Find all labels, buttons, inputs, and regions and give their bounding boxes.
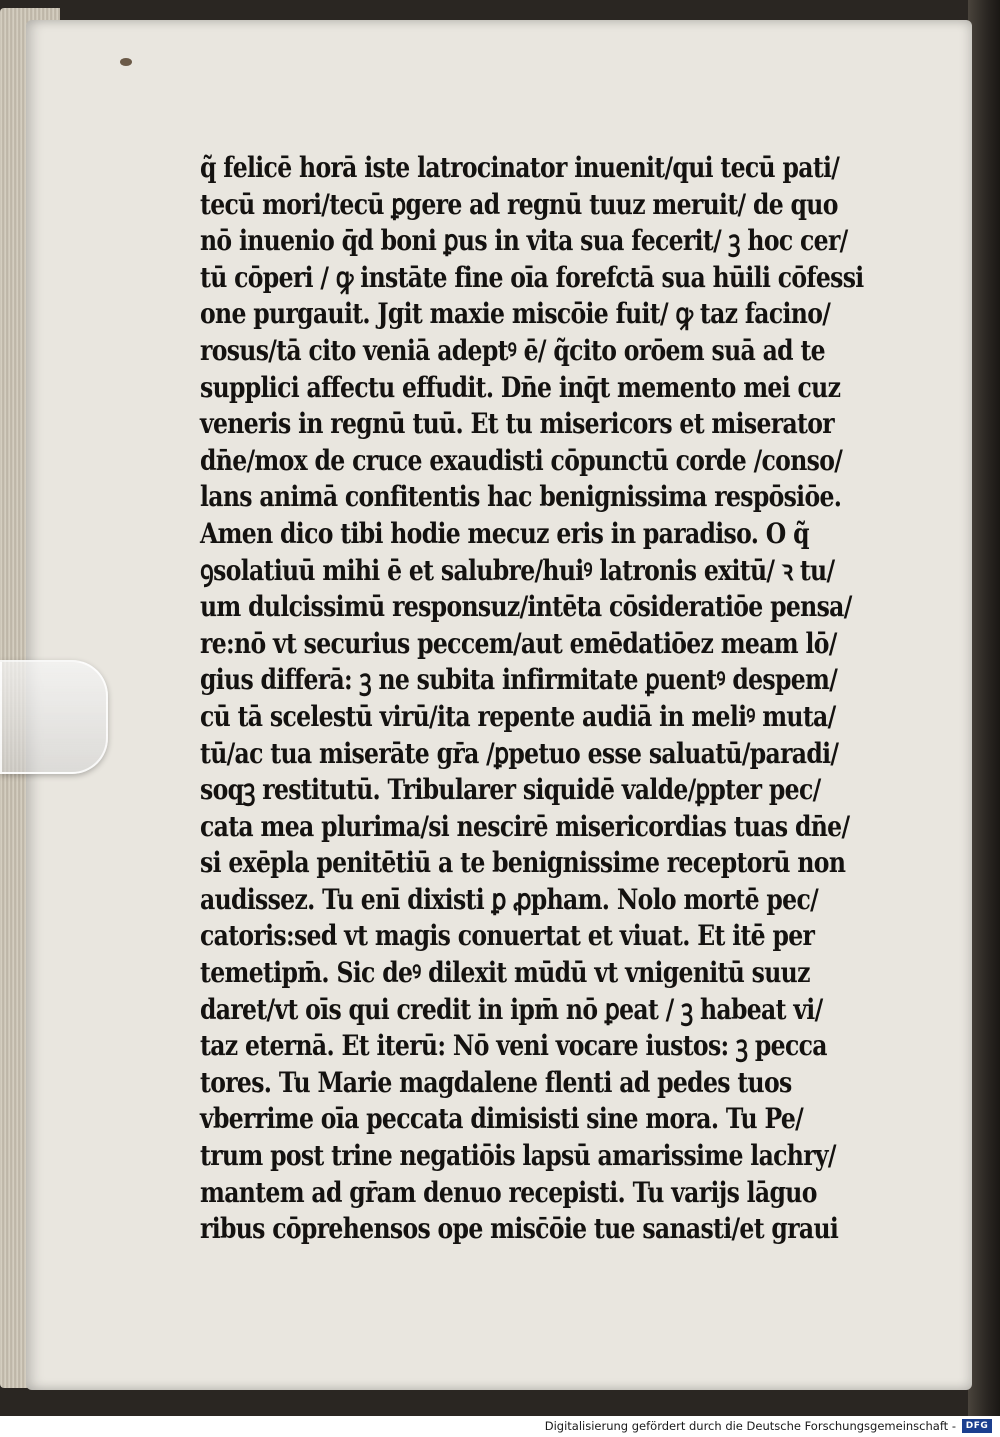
text-line: trum post trine negatiōis lapsū amarissime lachry/ [200, 1139, 836, 1173]
text-line: cata mea plurima/si nescirē misericordias tuas dn̄e/ [200, 809, 850, 843]
text-line: ribus cōprehensos ope misc̄ōie tue sanasti/et graui [200, 1212, 839, 1246]
text-line: soqꝫ restitutū. Tribularer siquidē valde/ꝑpter pec/ [200, 773, 821, 807]
page-clip [0, 660, 108, 774]
text-line: tū/ac tua miserāte gr̄a /ꝑpetuo esse saluatū/paradi/ [200, 736, 839, 770]
text-line: supplici affectu effudit. Dn̄e inq̄t memento mei cuz [200, 370, 841, 404]
text-line: one purgauit. Jgit maxie miscōie fuit/ ꝙ taz facino/ [200, 297, 831, 331]
text-line: tores. Tu Marie magdalene flenti ad pedes tuos [200, 1065, 792, 1099]
funding-credit: Digitalisierung gefördert durch die Deutsche Forschungsgemeinschaft - [544, 1419, 956, 1433]
text-line: re:nō vt securius peccem/aut emēdatiōez meam lō/ [200, 626, 837, 660]
text-line: Amen dico tibi hodie mecuz eris in paradiso. O q̃ [200, 516, 809, 550]
text-line: tecū mori/tecū ꝑgere ad regnū tuuz meruit/ de quo [200, 187, 838, 221]
text-line: taz eternā. Et iterū: Nō veni vocare iustos: ꝫ pecca [200, 1029, 827, 1063]
digitization-footer [0, 1416, 1000, 1437]
text-line: dn̄e/mox de cruce exaudisti cōpunctū corde /conso/ [200, 443, 843, 477]
text-line: si exēpla penitētiū a te benignissime receptorū non [200, 846, 846, 880]
text-line: um dulcissimū responsuz/intēta cōsideratiōe pensa/ [200, 590, 852, 624]
dfg-logo: DFG [962, 1419, 992, 1433]
text-line: rosus/tā cito veniā adeptꝰ ē/ q̃cito orōem suā ad te [200, 333, 825, 367]
text-line: temetipm̄. Sic deꝰ dilexit mūdū vt vnigenitū suuz [200, 956, 810, 990]
text-line: q̃ felicē horā iste latrocinator inuenit/qui tecū pati/ [200, 151, 840, 184]
text-line: veneris in regnū tuū. Et tu misericors et miserator [200, 407, 834, 441]
blackletter-text-block [200, 150, 862, 1248]
text-line: vberrime oīa peccata dimisisti sine mora. Tu Pe/ [200, 1102, 804, 1136]
text-line: mantem ad gr̄am denuo recepisti. Tu varijs lāguo [200, 1175, 817, 1209]
ink-stain [120, 58, 132, 66]
text-line: lans animā confitentis hac benignissima respōsiōe. [200, 480, 842, 514]
text-line: tū cōperi / ꝙ instāte fine oīa forefctā sua hūili cōfessi [200, 260, 864, 294]
text-line: catoris:sed vt magis conuertat et viuat. Et itē per [200, 919, 815, 953]
book-spine-shadow [968, 0, 1000, 1416]
text-line: ꝯsolatiuū mihi ē et salubre/huiꝰ latronis exitū/ ꝛ tu/ [200, 553, 835, 587]
text-line: nō inuenio q̄d boni ꝑus in vita sua fecerit/ ꝫ hoc cer/ [200, 224, 848, 258]
text-line: cū tā scelestū virū/ita repente audiā in meliꝰ muta/ [200, 699, 836, 733]
text-line: audissez. Tu enī dixisti ꝑ ꝓpham. Nolo mortē pec/ [200, 882, 819, 916]
text-line: daret/vt oīs qui credit in ipm̄ nō ꝑeat / ꝫ habeat vi/ [200, 992, 823, 1026]
text-line: gius differā: ꝫ ne subita infirmitate ꝑuentꝰ despem/ [200, 663, 838, 697]
